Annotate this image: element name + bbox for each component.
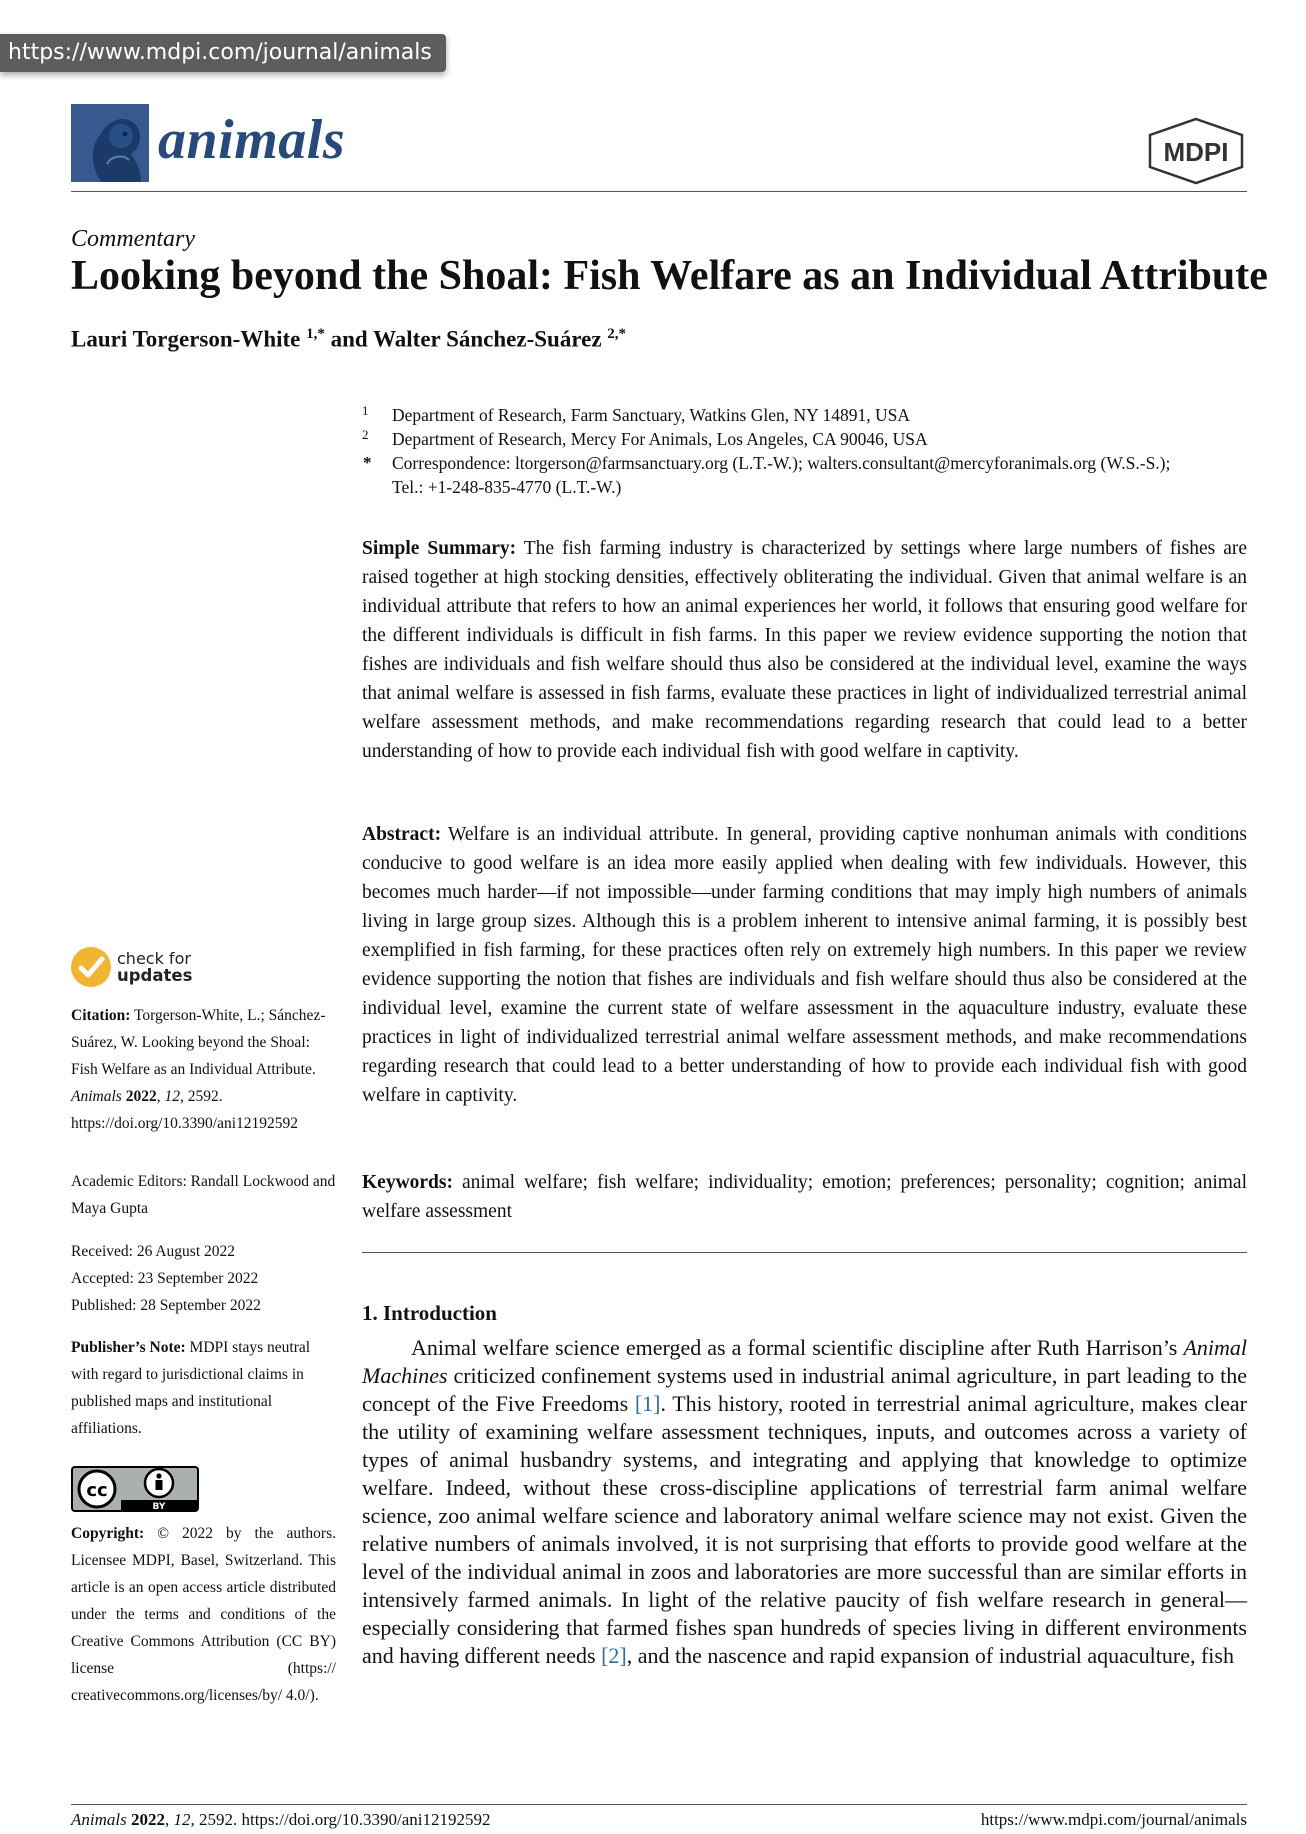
journal-name: animals <box>158 109 346 171</box>
check-updates-label: check for updates <box>117 949 193 985</box>
publication-dates <box>71 1238 336 1319</box>
accepted-date: Accepted: 23 September 2022 <box>71 1270 259 1287</box>
author-affiliation-mark: 1,* <box>306 326 325 342</box>
section-rule <box>362 1252 1247 1253</box>
citation-label: Citation: <box>71 1007 131 1024</box>
check-updates-icon <box>71 947 111 987</box>
footer-journal-link[interactable]: https://www.mdpi.com/journal/animals <box>980 1810 1247 1829</box>
article-title: Looking beyond the Shoal: Fish Welfare as an Individual Attribute <box>71 253 1268 299</box>
footer-rule <box>71 1804 1247 1805</box>
abstract <box>362 820 1247 1110</box>
check-for-updates-button[interactable] <box>71 947 271 993</box>
mdpi-logo-text: MDPI <box>1163 137 1229 167</box>
keywords-text: animal welfare; fish welfare; individuality; emotion; preferences; personality; cognition; animal welfare assessment <box>362 1172 1247 1222</box>
author-list <box>71 326 626 353</box>
publisher-note: Publisher’s Note: MDPI stays neutral with regard to jurisdictional claims in published maps and institutional affiliations. <box>71 1339 311 1437</box>
author-name: Walter Sánchez-Suárez <box>373 326 602 352</box>
svg-text:BY: BY <box>152 1502 166 1512</box>
affiliations <box>362 403 1252 499</box>
article-type: Commentary <box>71 226 195 252</box>
simple-summary-label: Simple Summary: <box>362 538 517 559</box>
url-tooltip: https://www.mdpi.com/journal/animals <box>0 34 446 72</box>
received-date: Received: 26 August 2022 <box>71 1243 236 1260</box>
citation-block: Citation: Torgerson-White, L.; Sánchez-Suárez, W. Looking beyond the Shoal: Fish Welfare as an Individual Attribute. Animals 2022, 12, 2592. https://doi.org/10.3390/ani12192592 <box>71 1007 326 1132</box>
author-name: Lauri Torgerson-White <box>71 326 301 352</box>
simple-summary-text: The fish farming industry is characterized by settings where large numbers of fishes are raised together at high stocking densities, effectively obliterating the individual. Given that animal welfare is an individual attribute that refers to how an animal experiences her world, it follows that ensuring good welfare for the different individuals is difficult in fish farms. In this paper we review evidence supporting the notion that fishes are individuals and fish welfare should thus also be considered at the individual level, examine the ways that animal welfare is assessed in fish farms, evaluate these practices in light of individualized terrestrial animal welfare assessment methods, and make recommendations regarding research that could lead to a better understanding of how to provide each individual fish with good welfare in captivity. <box>362 538 1247 762</box>
academic-editors: Academic Editors: Randall Lockwood and Maya Gupta <box>71 1173 336 1217</box>
author-affiliation-mark: 2,* <box>607 326 627 342</box>
affiliation-item: 2 Department of Research, Mercy For Animals, Los Angeles, CA 90046, USA <box>362 427 928 449</box>
mdpi-logo-icon <box>1146 117 1246 185</box>
copyright-notice: Copyright: © 2022 by the authors. Licensee MDPI, Basel, Switzerland. This article is an open access article distributed under the terms and conditions of the Creative Commons Attribution (CC BY) license (https:// creativecommons.org/licenses/by/ 4.0/). <box>71 1525 336 1704</box>
section-heading: 1. Introduction <box>362 1301 497 1325</box>
affiliation-item: 1 Department of Research, Farm Sanctuary, Watkins Glen, NY 14891, USA <box>362 403 910 425</box>
correspondence: * Correspondence: ltorgerson@farmsanctuary.org (L.T.-W.); walters.consultant@mercyforanimals.org (W.S.-S.); Tel.: +1-248-835-4770 (L.T.-W.) <box>363 453 1171 497</box>
citation-link[interactable]: [2] <box>601 1643 627 1668</box>
published-date: Published: 28 September 2022 <box>71 1297 261 1314</box>
keywords-label: Keywords: <box>362 1172 453 1193</box>
book-title: Animal Machines <box>362 1335 1248 1388</box>
abstract-label: Abstract: <box>362 824 442 845</box>
header-rule <box>71 191 1247 192</box>
author-separator: and <box>330 326 368 352</box>
svg-text:cc: cc <box>86 1480 108 1501</box>
journal-logo-icon <box>71 104 149 182</box>
intro-paragraph: Animal welfare science emerged as a formal scientific discipline after Ruth Harrison’s Animal Machines criticized confinement systems used in industrial animal agriculture, in part leading to the concept of the Five Freedoms [1]. This history, rooted in terrestrial animal agriculture, makes clear the utility of examining welfare assessment techniques, inputs, and outcomes across a variety of types of animal husbandry systems, and integrating and applying that knowledge to optimize welfare. Indeed, without these cross-discipline applications of terrestrial farm animal welfare science, zoo animal welfare science and laboratory animal welfare science may not exist. Given the relative numbers of animals involved, it is not surprising that efforts to provide good welfare at the level of the individual animal in zoos and laboratories are more successful than are similar efforts in intensively farmed animals. In light of the relative paucity of fish welfare research in general—especially considering that farmed fishes span hundreds of species living in different environments and having different needs [2], and the nascence and rapid expansion of industrial aquaculture, fish <box>362 1335 1248 1668</box>
cc-by-license-badge[interactable] <box>71 1466 199 1512</box>
simple-summary <box>362 534 1247 766</box>
abstract-text: Welfare is an individual attribute. In general, providing captive nonhuman animals with conditions conducive to good welfare is an idea more easily applied when dealing with few individuals. However, this becomes much harder—if not impossible—under farming conditions that may imply high numbers of animals living in large group sizes. Although this is a problem inherent to intensive animal farming, it is possibly best exemplified in fish farming, for these practices often rely on extremely high numbers. In this paper we review evidence supporting the notion that fishes are individuals and fish welfare should thus also be considered at the individual level, examine the current state of welfare assessment in the aquaculture industry, evaluate these practices in light of individualized terrestrial animal welfare assessment methods, and make recommendations regarding research that could lead to a better understanding of how to provide each individual fish with good welfare in captivity. <box>362 824 1247 1106</box>
citation-link[interactable]: [1] <box>634 1391 661 1416</box>
keywords <box>362 1168 1247 1226</box>
footer-citation: Animals 2022, 12, 2592. https://doi.org/10.3390/ani12192592 <box>71 1810 491 1829</box>
